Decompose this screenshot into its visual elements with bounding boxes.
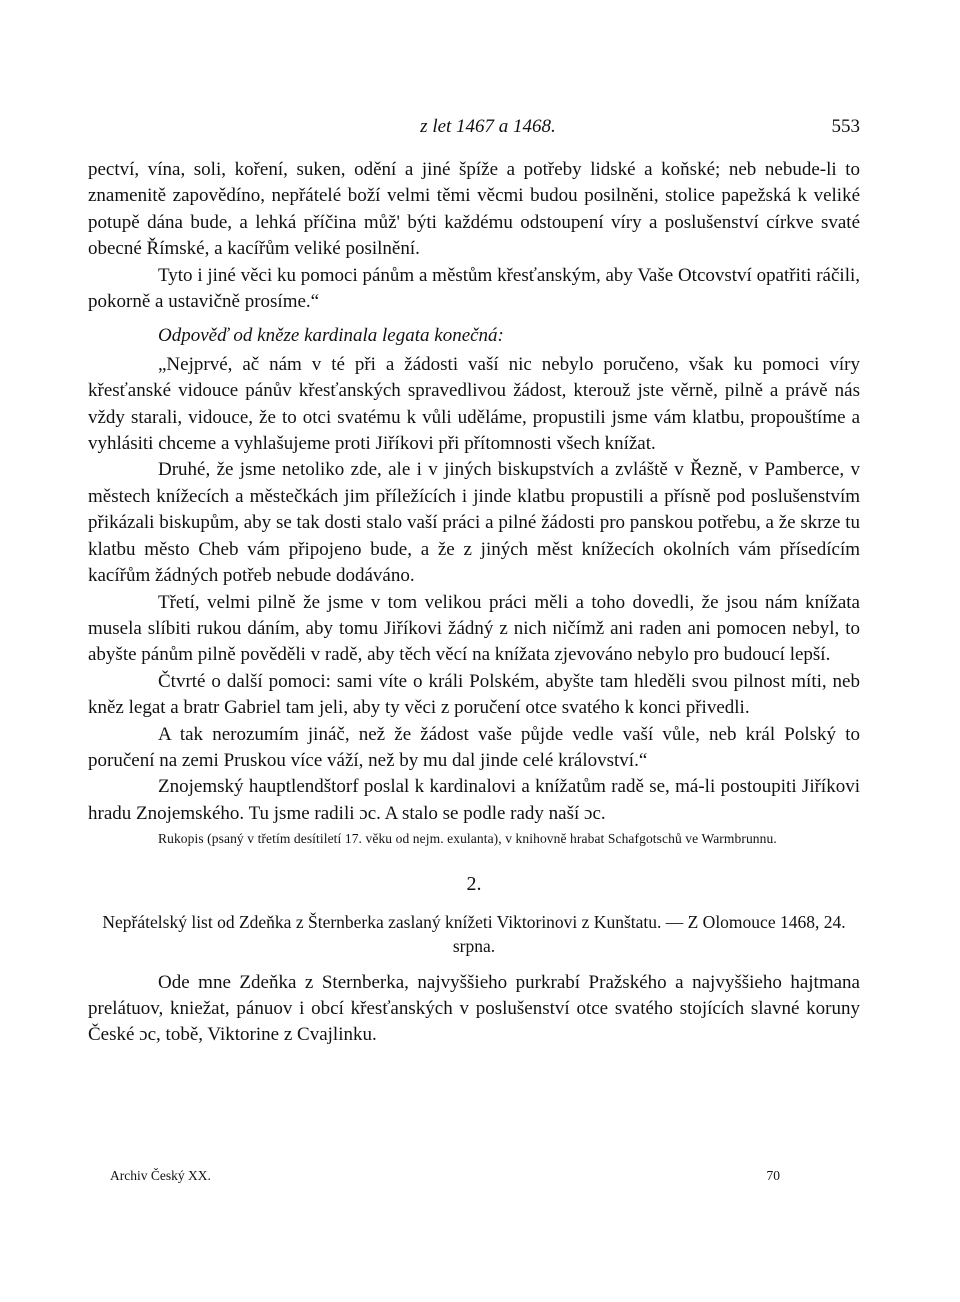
footer-sheet-number: 70 [766, 1168, 780, 1183]
paragraph: Znojemský hauptlendštorf poslal k kardinalovi a knížatům radě se, má-li postoupiti Jiříkovi hradu Znojemského. Tu jsme radili ɔc. A stalo se podle rady naší ɔc. [88, 776, 860, 824]
source-note: Rukopis (psaný v třetím desítiletí 17. věku od nejm. exulanta), v knihovně hrabat Schafgotschů ve Warmbrunnu. [158, 831, 777, 847]
paragraph: Čtvrté o další pomoci: sami víte o králi Polském, abyšte tam hleděli svou pilnost míti, neb kněz legat a bratr Gabriel tam jeli, aby ty věci z poručení otce svatého k konci přivedli. [88, 670, 860, 719]
page-body [88, 157, 860, 1049]
paragraph: „Nejprvé, ač nám v té při a žádosti vaší nic nebylo poručeno, však ku pomoci víry křesťanské vidouce pánův křesťanských spravedlivou žádost, kterouž jste věrně, pilně a právě nás vždy starali, vidouce, že to otci svatému k vůli uděláme, propustili jsme vám klatbu, propouštíme a vyhlásiti chceme a vyhlašujeme proti Jiříkovi při přítomnosti všech knížat. [88, 353, 860, 455]
paragraph: Tyto i jiné věci ku pomoci pánům a městům křesťanským, aby Vaše Otcovství opatřiti ráčili, pokorně a ustavičně prosíme.“ [88, 264, 860, 313]
running-title: z let 1467 a 1468. [420, 116, 556, 137]
paragraph: Ode mne Zdeňka z Sternberka, najvyššieho purkrabí Pražského a najvyššieho hajtmana prelátuov, kniežat, pánuov i obcí křesťanských v poslušenství otce svatého stojících slavné koruny České ɔc, tobě, Viktorine z Cvajlinku. [88, 971, 860, 1046]
paragraph: Druhé, že jsme netoliko zde, ale i v jiných biskupstvích a zvláště v Řezně, v Pamberce, v městech knížecích a městečkách jim příležících i jinde klatbu propustili a přísně pod poslušenstvím přikázali biskupům, aby se tak dosti stalo vaší práci a pilné žádosti pro panskou potřebu, a že skrze tu klatbu město Cheb vám připojeno bude, a že z jiných měst knížecích okolních vám přísedícím kacířům žádných potřeb nebude dodáváno. [88, 459, 860, 587]
paragraph: A tak nerozumím jináč, než že žádost vaše půjde vedle vaší vůle, neb král Polský to poručení na zemi Pruskou více váží, než by mu dal jinde celé království.“ [88, 723, 860, 771]
page-footer [110, 1168, 780, 1190]
section-heading: Odpověď od kněze kardinala legata konečná: [158, 325, 504, 347]
paragraph-continuation: pectví, vína, soli, koření, suken, odění a jiné špíže a potřeby lidské a koňské; neb nebude-li to znamenitě zapovědíno, nepřátelé boží velmi těmi věcmi budou posilněni, stolice papežská k veliké potupě dána bude, a lehká příčina můž' býti každému odstoupení víry a poslušenství církve svaté obecné Římské, a kacířům veliké posilnění. [88, 159, 860, 260]
document-number: 2. [466, 873, 482, 896]
paragraph: Třetí, velmi pilně že jsme v tom velikou práci měli a toho dovedli, že jsou nám knížata musela slíbiti rukou dáním, aby tomu Jiříkovi žádný z nich ničímž ani raden ani pomocen nebyl, to abyšte pánům pilně pověděli v radě, aby těch věcí na knížata zjevováno nebylo pro budoucí lepší. [88, 591, 860, 666]
document-title: Nepřátelský list od Zdeňka z Šternberka zaslaný knížeti Viktorinovi z Kunštatu. — Z Olomouce 1468, 24. srpna. [102, 911, 846, 956]
footer-signature: Archiv Český XX. [110, 1168, 211, 1183]
page-header [88, 116, 860, 146]
page-number: 553 [831, 116, 860, 137]
